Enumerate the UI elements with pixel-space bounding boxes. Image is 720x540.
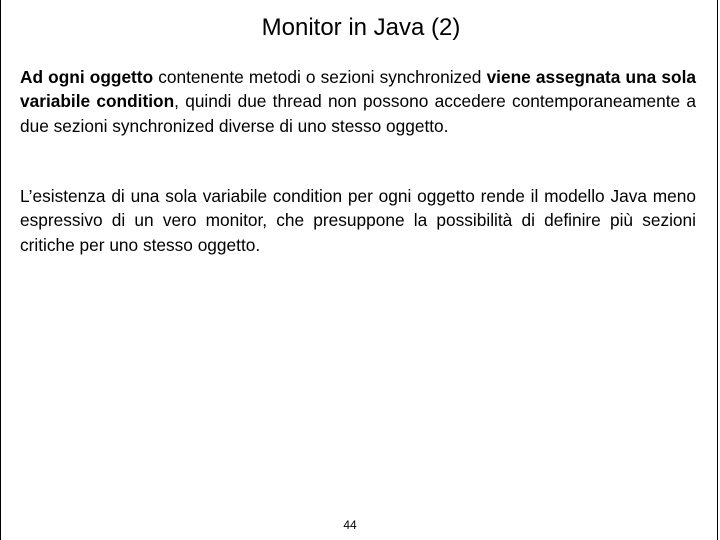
paragraph-1 <box>20 65 696 138</box>
paragraph-1-text-1: contenente metodi o sezioni synchronized <box>153 67 487 87</box>
paragraph-2: L’esistenza di una sola variabile condition per ogni oggetto rende il modello Java meno espressivo di un vero monitor, che presuppone la possibilità di definire più sezioni critiche per uno stesso oggetto. <box>20 186 696 255</box>
paragraph-1-text-2: , quindi due thread non possono accedere contemporaneamente a due sezioni synchronized diverse di uno stesso oggetto. <box>20 91 696 136</box>
paragraph-1-bold-2: viene assegnata una sola variabile condition <box>20 67 696 112</box>
page-number: 44 <box>343 518 357 532</box>
slide-title: Monitor in Java (2) <box>261 14 461 41</box>
paragraph-1-bold-1: Ad ogni oggetto <box>20 67 154 87</box>
